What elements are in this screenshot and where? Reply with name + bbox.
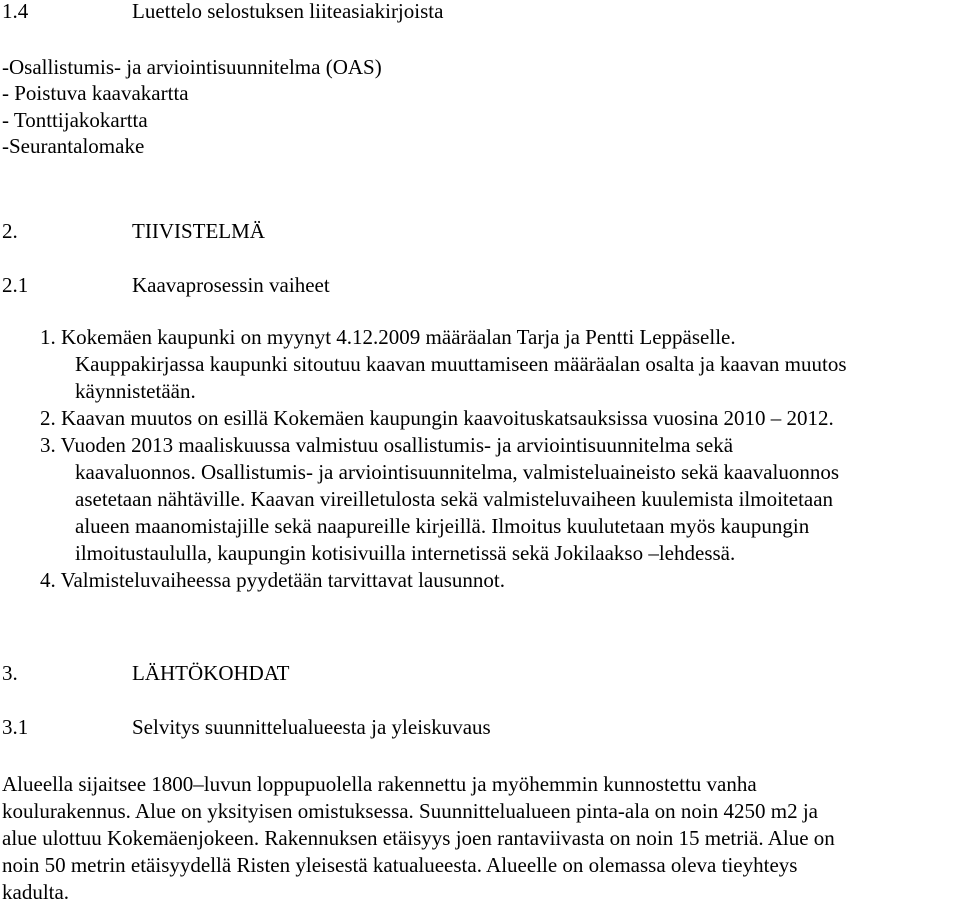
- step-2-line: 2. Kaavan muutos on esillä Kokemäen kaupungin kaavoituskatsauksissa vuosina 2010 – 2012.: [40, 406, 834, 430]
- attachment-item: - Tonttijakokartta: [2, 108, 148, 132]
- step-3-line: kaavaluonnos. Osallistumis- ja arviointisuunnitelma, valmisteluaineisto sekä kaavaluonnos: [75, 460, 840, 484]
- paragraph-line: Alueella sijaitsee 1800–luvun loppupuolella rakennettu ja myöhemmin kunnostettu vanha: [2, 772, 757, 796]
- heading-3-number: 3.: [2, 661, 18, 685]
- step-1-line: käynnistetään.: [75, 379, 196, 403]
- step-1-line: 1. Kokemäen kaupunki on myynyt 4.12.2009 määräalan Tarja ja Pentti Leppäselle.: [40, 325, 736, 349]
- paragraph-line: noin 50 metrin etäisyydellä Risten yleisestä katualueesta. Alueelle on olemassa oleva tieyhteys: [2, 853, 798, 877]
- step-3-line: 3. Vuoden 2013 maaliskuussa valmistuu osallistumis- ja arviointisuunnitelma sekä: [40, 433, 734, 457]
- step-3-line: asetetaan nähtäville. Kaavan vireilletulosta sekä valmisteluvaiheen kuulemista ilmoitetaan: [75, 487, 834, 511]
- step-4-line: 4. Valmisteluvaiheessa pyydetään tarvittavat lausunnot.: [40, 568, 505, 592]
- paragraph-line: kadulta.: [2, 880, 70, 904]
- step-3-line: ilmoitustaululla, kaupungin kotisivuilla internetissä sekä Jokilaakso –lehdessä.: [75, 541, 736, 565]
- attachment-item: -Seurantalomake: [2, 134, 145, 158]
- heading-3-title: LÄHTÖKOHDAT: [132, 661, 290, 685]
- heading-2-1-title: Kaavaprosessin vaiheet: [132, 273, 330, 297]
- attachment-item: -Osallistumis- ja arviointisuunnitelma (OAS): [2, 55, 382, 79]
- paragraph-line: alue ulottuu Kokemäenjokeen. Rakennuksen etäisyys joen rantaviivasta on noin 15 metriä. Alue on: [2, 826, 835, 850]
- heading-1-4-title: Luettelo selostuksen liiteasiakirjoista: [132, 0, 444, 23]
- step-1-line: Kauppakirjassa kaupunki sitoutuu kaavan muuttamiseen määräalan osalta ja kaavan muutos: [75, 352, 847, 376]
- heading-2-1-number: 2.1: [2, 273, 29, 297]
- attachment-item: - Poistuva kaavakartta: [2, 81, 189, 105]
- paragraph-line: koulurakennus. Alue on yksityisen omistuksessa. Suunnittelualueen pinta-ala on noin 4250 m2 ja: [2, 799, 818, 823]
- heading-3-1-title: Selvitys suunnittelualueesta ja yleiskuvaus: [132, 715, 491, 739]
- heading-2-title: TIIVISTELMÄ: [132, 219, 265, 243]
- step-3-line: alueen maanomistajille sekä naapureille kirjeillä. Ilmoitus kuulutetaan myös kaupungin: [75, 514, 810, 538]
- heading-3-1-number: 3.1: [2, 715, 29, 739]
- heading-2-number: 2.: [2, 219, 18, 243]
- heading-1-4-number: 1.4: [2, 0, 29, 23]
